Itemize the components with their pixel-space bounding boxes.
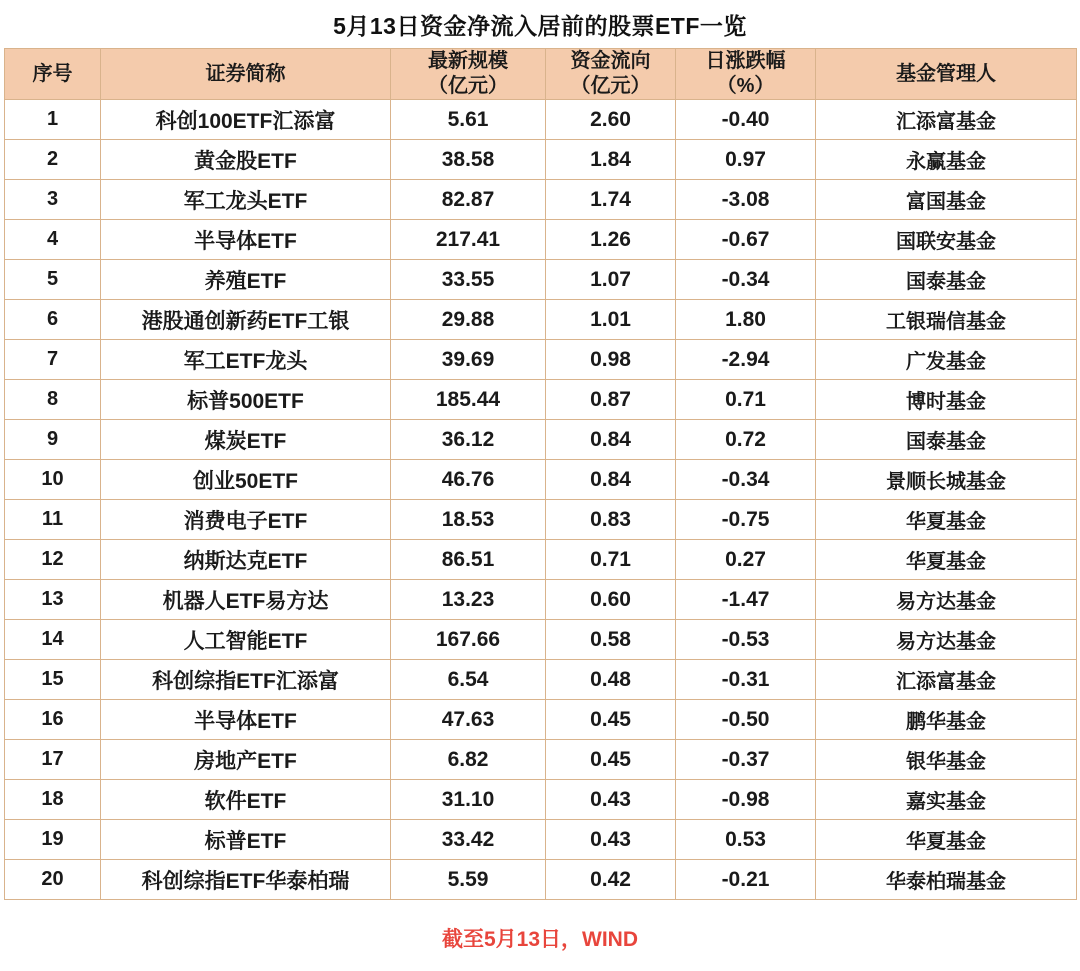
cell-security-name: 消费电子ETF: [101, 500, 391, 540]
cell-fund-manager: 华夏基金: [816, 820, 1077, 860]
cell-fund-flow: 0.43: [546, 820, 676, 860]
cell-fund-flow: 0.45: [546, 740, 676, 780]
cell-fund-manager: 华夏基金: [816, 540, 1077, 580]
cell-index: 20: [5, 860, 101, 900]
cell-fund-flow: 0.45: [546, 700, 676, 740]
cell-scale: 18.53: [391, 500, 546, 540]
cell-security-name: 港股通创新药ETF工银: [101, 300, 391, 340]
cell-daily-change: 0.71: [676, 380, 816, 420]
cell-fund-manager: 易方达基金: [816, 620, 1077, 660]
table-row: [5, 580, 1077, 620]
table-row: [5, 380, 1077, 420]
table-row: [5, 700, 1077, 740]
cell-fund-flow: 0.43: [546, 780, 676, 820]
column-header-security-name: [101, 49, 391, 100]
table-row: [5, 180, 1077, 220]
cell-scale: 47.63: [391, 700, 546, 740]
table-row: [5, 340, 1077, 380]
cell-index: 8: [5, 380, 101, 420]
cell-scale: 5.61: [391, 100, 546, 140]
cell-fund-manager: 汇添富基金: [816, 660, 1077, 700]
cell-fund-manager: 国泰基金: [816, 420, 1077, 460]
cell-fund-flow: 0.58: [546, 620, 676, 660]
cell-fund-flow: 0.60: [546, 580, 676, 620]
cell-index: 7: [5, 340, 101, 380]
cell-fund-manager: 博时基金: [816, 380, 1077, 420]
cell-scale: 185.44: [391, 380, 546, 420]
cell-daily-change: 0.97: [676, 140, 816, 180]
cell-scale: 6.54: [391, 660, 546, 700]
cell-daily-change: 1.80: [676, 300, 816, 340]
cell-daily-change: -0.34: [676, 460, 816, 500]
table-row: [5, 460, 1077, 500]
cell-fund-manager: 国联安基金: [816, 220, 1077, 260]
cell-scale: 46.76: [391, 460, 546, 500]
cell-security-name: 军工龙头ETF: [101, 180, 391, 220]
cell-fund-flow: 0.98: [546, 340, 676, 380]
cell-fund-manager: 汇添富基金: [816, 100, 1077, 140]
table-row: [5, 420, 1077, 460]
cell-fund-manager: 景顺长城基金: [816, 460, 1077, 500]
cell-security-name: 标普500ETF: [101, 380, 391, 420]
cell-scale: 33.42: [391, 820, 546, 860]
cell-daily-change: 0.53: [676, 820, 816, 860]
cell-scale: 39.69: [391, 340, 546, 380]
cell-scale: 5.59: [391, 860, 546, 900]
cell-security-name: 半导体ETF: [101, 220, 391, 260]
cell-index: 6: [5, 300, 101, 340]
cell-scale: 6.82: [391, 740, 546, 780]
cell-security-name: 人工智能ETF: [101, 620, 391, 660]
cell-index: 3: [5, 180, 101, 220]
table-row: [5, 500, 1077, 540]
table-row: [5, 260, 1077, 300]
cell-index: 19: [5, 820, 101, 860]
cell-fund-flow: 0.42: [546, 860, 676, 900]
cell-index: 14: [5, 620, 101, 660]
column-header-fund-manager: [816, 49, 1077, 100]
column-header-daily-change-line2: （%）: [716, 75, 775, 97]
cell-fund-manager: 华泰柏瑞基金: [816, 860, 1077, 900]
column-header-scale-line2: （亿元）: [428, 75, 508, 97]
column-header-daily-change-line1: 日涨跌幅: [705, 50, 786, 72]
page-title: 5月13日资金净流入居前的股票ETF一览: [333, 12, 747, 39]
cell-security-name: 纳斯达克ETF: [101, 540, 391, 580]
cell-daily-change: -0.37: [676, 740, 816, 780]
table-row: [5, 780, 1077, 820]
column-header-fund-flow-line2: （亿元）: [570, 75, 651, 97]
cell-fund-flow: 0.71: [546, 540, 676, 580]
cell-fund-flow: 0.84: [546, 420, 676, 460]
cell-index: 15: [5, 660, 101, 700]
cell-index: 17: [5, 740, 101, 780]
column-header-fund-manager-line1: 基金管理人: [896, 62, 996, 85]
cell-security-name: 创业50ETF: [101, 460, 391, 500]
cell-security-name: 标普ETF: [101, 820, 391, 860]
cell-daily-change: -0.21: [676, 860, 816, 900]
cell-daily-change: -0.40: [676, 100, 816, 140]
cell-index: 18: [5, 780, 101, 820]
cell-index: 13: [5, 580, 101, 620]
cell-index: 1: [5, 100, 101, 140]
table-row: [5, 140, 1077, 180]
cell-security-name: 房地产ETF: [101, 740, 391, 780]
cell-index: 11: [5, 500, 101, 540]
cell-daily-change: -0.67: [676, 220, 816, 260]
cell-daily-change: -0.75: [676, 500, 816, 540]
cell-fund-flow: 0.83: [546, 500, 676, 540]
cell-security-name: 煤炭ETF: [101, 420, 391, 460]
cell-fund-manager: 银华基金: [816, 740, 1077, 780]
column-header-fund-flow: [546, 49, 676, 100]
cell-daily-change: -0.53: [676, 620, 816, 660]
column-header-index-line1: 序号: [32, 62, 73, 85]
table-header-row: [5, 49, 1077, 100]
cell-daily-change: -3.08: [676, 180, 816, 220]
cell-security-name: 军工ETF龙头: [101, 340, 391, 380]
cell-daily-change: 0.27: [676, 540, 816, 580]
cell-fund-flow: 0.87: [546, 380, 676, 420]
cell-index: 10: [5, 460, 101, 500]
cell-daily-change: -1.47: [676, 580, 816, 620]
cell-scale: 36.12: [391, 420, 546, 460]
cell-fund-manager: 工银瑞信基金: [816, 300, 1077, 340]
cell-fund-manager: 华夏基金: [816, 500, 1077, 540]
cell-fund-flow: 1.26: [546, 220, 676, 260]
table-row: [5, 660, 1077, 700]
cell-scale: 31.10: [391, 780, 546, 820]
cell-daily-change: -0.34: [676, 260, 816, 300]
cell-security-name: 科创100ETF汇添富: [101, 100, 391, 140]
cell-fund-manager: 嘉实基金: [816, 780, 1077, 820]
cell-index: 9: [5, 420, 101, 460]
cell-index: 2: [5, 140, 101, 180]
table-row: [5, 860, 1077, 900]
cell-scale: 33.55: [391, 260, 546, 300]
cell-security-name: 科创综指ETF汇添富: [101, 660, 391, 700]
cell-fund-manager: 广发基金: [816, 340, 1077, 380]
column-header-index: [5, 49, 101, 100]
cell-scale: 29.88: [391, 300, 546, 340]
table-header: [5, 49, 1077, 100]
cell-fund-flow: 1.07: [546, 260, 676, 300]
cell-security-name: 黄金股ETF: [101, 140, 391, 180]
cell-daily-change: -0.31: [676, 660, 816, 700]
cell-fund-flow: 1.01: [546, 300, 676, 340]
table-row: [5, 300, 1077, 340]
cell-security-name: 半导体ETF: [101, 700, 391, 740]
cell-fund-flow: 1.84: [546, 140, 676, 180]
cell-scale: 167.66: [391, 620, 546, 660]
cell-security-name: 机器人ETF易方达: [101, 580, 391, 620]
column-header-scale-line1: 最新规模: [428, 50, 508, 72]
column-header-scale: [391, 49, 546, 100]
column-header-daily-change: [676, 49, 816, 100]
column-header-fund-flow-line1: 资金流向: [570, 50, 651, 72]
cell-scale: 38.58: [391, 140, 546, 180]
cell-index: 16: [5, 700, 101, 740]
source-note: 截至5月13日，WIND: [441, 927, 639, 951]
cell-daily-change: 0.72: [676, 420, 816, 460]
cell-fund-flow: 0.84: [546, 460, 676, 500]
table-row: [5, 740, 1077, 780]
cell-fund-manager: 易方达基金: [816, 580, 1077, 620]
etf-net-inflow-table: [4, 48, 1077, 900]
table-row: [5, 100, 1077, 140]
cell-security-name: 软件ETF: [101, 780, 391, 820]
cell-fund-flow: 1.74: [546, 180, 676, 220]
cell-daily-change: -0.98: [676, 780, 816, 820]
cell-daily-change: -0.50: [676, 700, 816, 740]
cell-index: 5: [5, 260, 101, 300]
table-body: [5, 100, 1077, 900]
cell-scale: 13.23: [391, 580, 546, 620]
cell-daily-change: -2.94: [676, 340, 816, 380]
column-header-security-name-line1: 证券简称: [205, 62, 286, 85]
cell-scale: 86.51: [391, 540, 546, 580]
cell-security-name: 科创综指ETF华泰柏瑞: [101, 860, 391, 900]
cell-scale: 217.41: [391, 220, 546, 260]
table-row: [5, 540, 1077, 580]
table-row: [5, 620, 1077, 660]
cell-fund-manager: 鹏华基金: [816, 700, 1077, 740]
table-row: [5, 220, 1077, 260]
cell-fund-manager: 永赢基金: [816, 140, 1077, 180]
cell-fund-flow: 0.48: [546, 660, 676, 700]
cell-index: 4: [5, 220, 101, 260]
cell-index: 12: [5, 540, 101, 580]
cell-fund-flow: 2.60: [546, 100, 676, 140]
cell-scale: 82.87: [391, 180, 546, 220]
cell-security-name: 养殖ETF: [101, 260, 391, 300]
cell-fund-manager: 富国基金: [816, 180, 1077, 220]
cell-fund-manager: 国泰基金: [816, 260, 1077, 300]
table-row: [5, 820, 1077, 860]
